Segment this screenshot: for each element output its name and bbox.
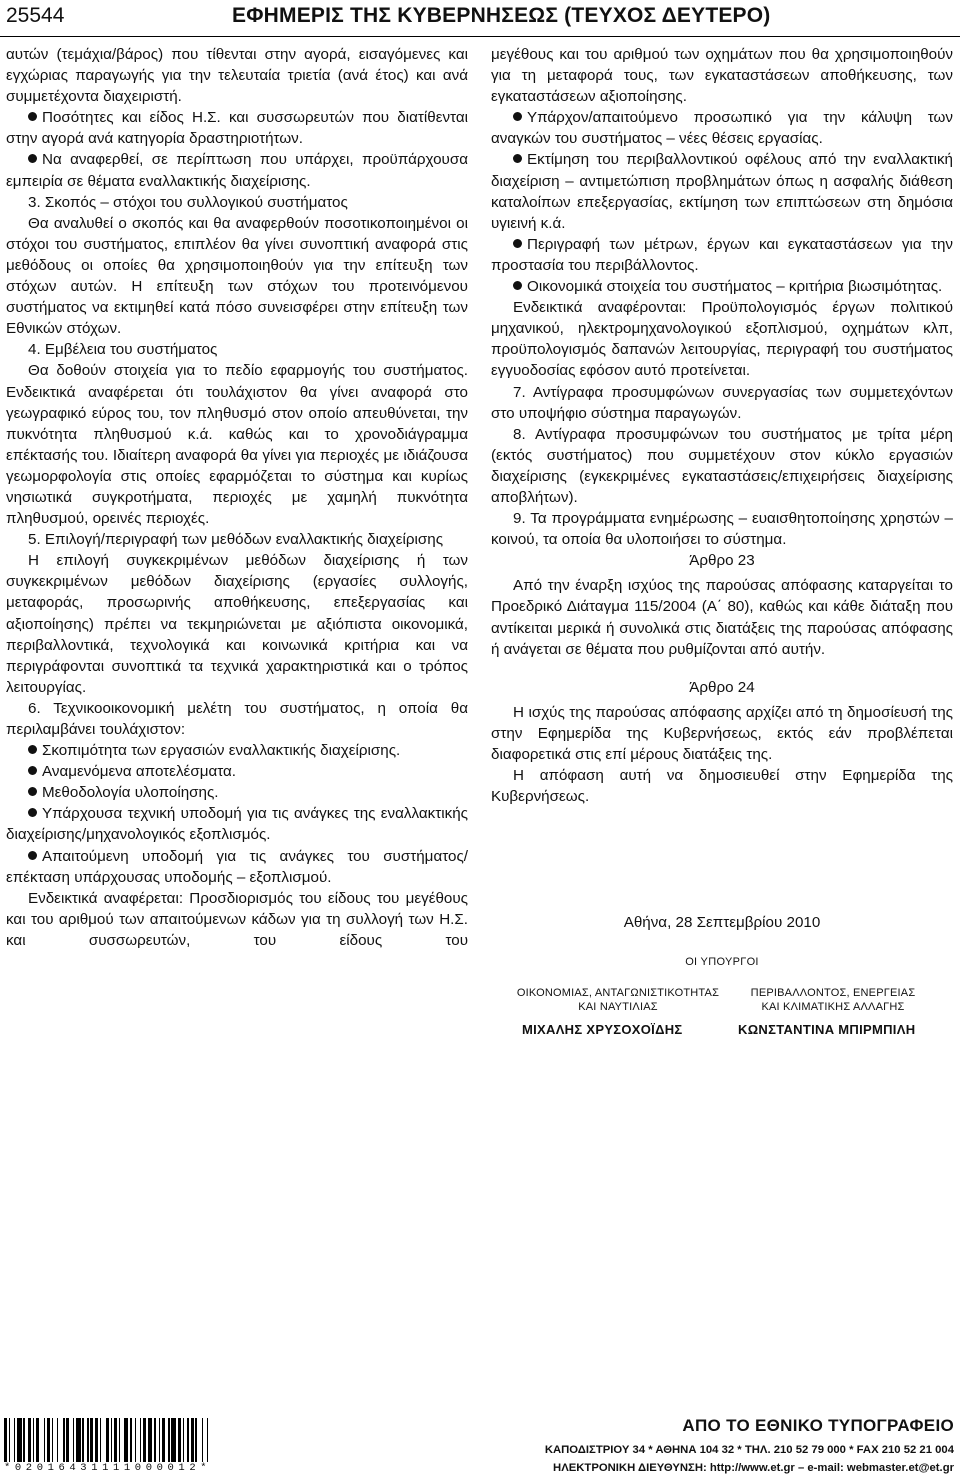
printer-name: ΑΠΟ ΤΟ ΕΘΝΙΚΟ ΤΥΠΟΓΡΑΦΕΙΟ [682,1416,954,1435]
bullet-item [6,846,468,888]
paragraph: μεγέθους και του αριθμού των οχημάτων που θα χρησιμοποιηθούν για τη μεταφορά τους, των εγκαταστάσεων αποθήκευσης, των εγκαταστάσεων αξιοποίησης. [491,46,953,106]
bullet-text: Υπάρχον/απαιτούμενο προσωπικό για την κάλυψη των αναγκών του συστήματος – νέες θέσεις εργασίας. [491,109,953,148]
bullet-text: Υπάρχουσα τεχνική υποδομή για τις ανάγκες της εναλλακτικής διαχείρισης/μηχανολογικός εξοπλισμός. [6,805,468,844]
paragraph: Από την έναρξη ισχύος της παρούσας απόφασης καταργείται το Προεδρικό Διάταγμα 115/2004 (Α΄ 80), καθώς και κάθε διάταξη που αντίκειται μερικά ή συνολικά στις διατάξεις της παρούσας απόφασης ή ανάγεται σε θέματα που ρυθμίζονται από αυτήν. [491,577,953,658]
paragraph: αυτών (τεμάχια/βάρος) που τίθενται στην αγορά, εισαγόμενες και εγχώριας παραγωγής για την τελευταία τριετία (ανά έτος) και ανά συμμετέχοντα διαχειριστή. [6,46,468,106]
article-title: Άρθρο 23 [689,552,755,570]
minister-title-line: ΟΙΚΟΝΟΜΙΑΣ, ΑΝΤΑΓΩΝΙΣΤΙΚΟΤΗΤΑΣ [516,987,720,999]
minister-name-b: ΚΩΝΣΤΑΝΤΙΝΑ ΜΠΙΡΜΠΙΛΗ [738,1022,916,1037]
bullet-icon [28,112,37,121]
bullet-icon [28,851,37,860]
page-header [0,4,960,34]
article-title: Άρθρο 24 [689,678,755,696]
page-number: 25544 [6,4,65,27]
paragraph: Η ισχύς της παρούσας απόφασης αρχίζει από τη δημοσίευσή της στην Εφημερίδα της Κυβερνήσεως, εκτός εάν προβλέπεται διαφορετικά στις επί μέρους διατάξεις της. [491,703,953,763]
header-divider [0,36,960,37]
paragraph: Θα αναλυθεί ο σκοπός και θα αναφερθούν ποσοτικοποιημένοι οι στόχοι του συστήματος, επιπλέον θα γίνει συνοπτική αναφορά στις μεθόδους οι οποίες θα χρησιμοποιηθούν για την επίτευξη των στόχων αυτών. Η επίτευξη των στόχων του προτεινόμενου συστήματος να εκτιμηθεί κατά πόσο συνεισφέρει στην επίτευξη των Εθνικών στόχων. [6,214,468,338]
bullet-item [6,761,468,782]
bullet-icon [28,766,37,775]
bullet-icon [28,787,37,796]
printer-web: ΗΛΕΚΤΡΟΝΙΚΗ ΔΙΕΥΘΥΝΣΗ: http://www.et.gr – e-mail: webmaster.et@et.gr [553,1462,954,1474]
bullet-text: Εκτίμηση του περιβαλλοντικού οφέλους από την εναλλακτική διαχείριση – αντιμετώπιση προβλημάτων όπως η ασφαλής διάθεση καταλοίπων επεξεργασίας, εκτίμηση των επιπτώσεων στη δημόσια υγιεινή κ.ά. [491,151,953,232]
minister-title-line: ΚΑΙ ΝΑΥΤΙΛΙΑΣ [578,1001,658,1013]
section-heading: 3. Σκοπός – στόχοι του συλλογικού συστήματος [28,193,348,211]
minister-title-b [738,986,928,1014]
minister-title-a [508,986,728,1014]
bullet-icon [28,154,37,163]
paragraph: Θα δοθούν στοιχεία για το πεδίο εφαρμογής του συστήματος. Ενδεικτικά αναφέρεται ότι τουλάχιστον θα γίνει αναφορά στο γεωγραφικό εύρος του, τον πληθυσμό στον οποίο απευθύνεται, την πυκνότητα πληθυσμού κ.ά. καθώς και το χρονοδιάγραμμα επέκτασής του. Ιδιαίτερη αναφορά θα γίνει για περιοχές με ιδιάζουσα γεωμορφολογία στις οποίες εφαρμόζεται το σύστημα και κυρίως νησιωτικά συγκροτήματα, περιοχές με χαμηλή πυκνότητα πληθυσμού, ορεινές περιοχές. [6,362,468,528]
bullet-icon [28,745,37,754]
bullet-icon [513,112,522,121]
paragraph: Ενδεικτικά αναφέρονται: Προϋπολογισμός έργων πολιτικού μηχανικού, ηλεκτρομηχανολογικού εξοπλισμού, οχημάτων κλπ, προϋπολογισμός δαπανών λειτουργίας, περιγραφή του συστήματος εγγυοδοσίας εφόσον αυτό προτείνεται. [491,299,953,380]
bullet-text: Οικονομικά στοιχεία του συστήματος – κριτήρια βιωσιμότητας. [527,278,943,296]
section-heading: 5. Επιλογή/περιγραφή των μεθόδων εναλλακτικής διαχείρισης [28,531,444,549]
bullet-text: Περιγραφή των μέτρων, έργων και εγκαταστάσεων για την προστασία του περιβάλλοντος. [491,235,953,274]
bullet-item [491,276,953,297]
printer-address: ΚΑΠΟΔΙΣΤΡΙΟΥ 34 * ΑΘΗΝΑ 104 32 * ΤΗΛ. 210 52 79 000 * FAX 210 52 21 004 [544,1444,954,1456]
barcode-digits: *02016431111000012* [4,1462,212,1474]
minister-title-line: ΠΕΡΙΒΑΛΛΟΝΤΟΣ, ΕΝΕΡΓΕΙΑΣ [750,987,916,999]
bullet-icon [513,154,522,163]
ministers-heading: ΟΙ ΥΠΟΥΡΓΟΙ [685,956,759,968]
gazette-title: ΕΦΗΜΕΡΙΣ ΤΗΣ ΚΥΒΕΡΝΗΣΕΩΣ (ΤΕΥΧΟΣ ΔΕΥΤΕΡΟ) [232,4,771,27]
right-column [491,44,953,807]
bullet-text: Απαιτούμενη υποδομή για τις ανάγκες του συστήματος/επέκταση υπάρχουσας υποδομής – εξοπλισμού. [6,847,468,886]
bullet-item [491,149,953,233]
bullet-icon [513,281,522,290]
bullet-item [491,234,953,276]
section-heading: 6. Τεχνικοοικονομική μελέτη του συστήματος, η οποία θα περιλαμβάνει τουλάχιστον: [6,699,468,738]
paragraph: 8. Αντίγραφα προσυμφώνων του συστήματος με τρίτα μέρη (εκτός συστήματος) που συμμετέχουν στον κύκλο εργασιών διαχείρισης (εγκεκριμένες εγκαταστάσεις/επιχειρήσεις διαχείρισης αποβλήτων). [491,425,953,506]
minister-name-a: ΜΙΧΑΛΗΣ ΧΡΥΣΟΧΟΪΔΗΣ [522,1022,683,1037]
bullet-text: Σκοπιμότητα των εργασιών εναλλακτικής διαχείρισης. [42,742,401,760]
bullet-icon [28,808,37,817]
paragraph: Η επιλογή συγκεκριμένων μεθόδων διαχείρισης ή των συγκεκριμένων μεθόδων διαχείρισης (εργασίες συλλογής, μεταφοράς, προσωρινής αποθήκευσης, επεξεργασίας και αξιοποίησης) πρέπει να τεκμηριώνεται με αξιόπιστα οικονομικά, περιβαλλοντικά, τεχνολογικά και κοινωνικά κριτήρια και να περιγράφονται συνοπτικά τα τεχνικά χαρακτηριστικά και ο τρόπος λειτουργίας. [6,552,468,696]
paragraph: Ενδεικτικά αναφέρεται: Προσδιορισμός του είδους του μεγέθους και του αριθμού των απαιτούμενων κάδων για τη συλλογή των Η.Σ. και συσσωρευτών, του είδους του [6,889,468,949]
left-column [6,44,468,951]
bullet-item [6,149,468,191]
bullet-item [6,740,468,761]
bullet-text: Ποσότητες και είδος Η.Σ. και συσσωρευτών που διατίθενται στην αγορά ανά κατηγορία δραστηριοτήτων. [6,109,468,148]
paragraph: 9. Τα προγράμματα ενημέρωσης – ευαισθητοποίησης χρηστών – κοινού, τα οποία θα υλοποιήσει το σύστημα. [491,510,953,549]
bullet-text: Μεθοδολογία υλοποίησης. [42,784,219,802]
section-heading: 4. Εμβέλεια του συστήματος [28,341,218,359]
signature-date: Αθήνα, 28 Σεπτεμβρίου 2010 [623,914,821,931]
bullet-text: Αναμενόμενα αποτελέσματα. [42,763,237,781]
bullet-icon [513,239,522,248]
bullet-item [491,107,953,149]
bullet-text: Να αναφερθεί, σε περίπτωση που υπάρχει, προϋπάρχουσα εμπειρία σε θέματα εναλλακτικής διαχείρισης. [6,151,468,190]
bullet-item [6,107,468,149]
bullet-item [6,782,468,803]
paragraph: Η απόφαση αυτή να δημοσιευθεί στην Εφημερίδα της Κυβερνήσεως. [491,767,953,806]
barcode-bars [4,1418,294,1462]
barcode [4,1418,294,1476]
minister-title-line: ΚΑΙ ΚΛΙΜΑΤΙΚΗΣ ΑΛΛΑΓΗΣ [761,1001,905,1013]
bullet-item [6,803,468,845]
paragraph: 7. Αντίγραφα προσυμφώνων συνεργασίας των συμμετεχόντων στο υποψήφιο σύστημα παραγωγών. [491,383,953,422]
